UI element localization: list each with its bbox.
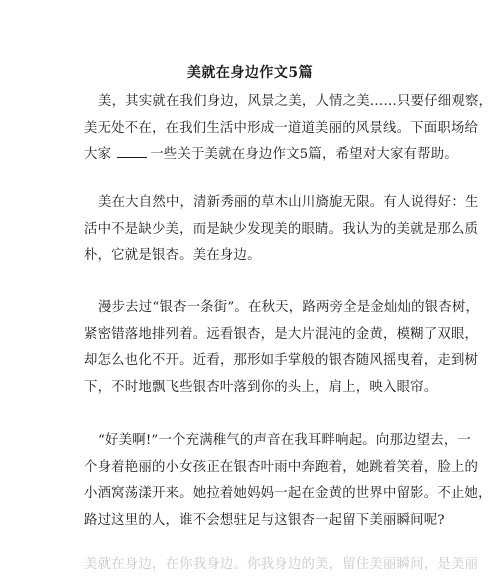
paragraph-4: [84, 428, 492, 534]
paragraph-4-line-1: “好美啊!”一个充满稚气的声音在我耳畔响起。向那边望去，一: [98, 433, 472, 448]
paragraph-4-line-4: 路过这里的人，谁不会想驻足与这银杏一起留下美丽瞬间呢?: [84, 512, 445, 528]
paragraph-4-line-2: 个身着艳丽的小女孩正在银杏叶雨中奔跑着，她跳着笑着，脸上的: [84, 459, 479, 475]
document-title: 美就在身边作文5篇: [186, 65, 314, 81]
paragraph-3-line-4: 下，不时地飘飞些银杏叶落到你的头上，肩上，映入眼帘。: [84, 379, 438, 395]
paragraph-1-line-2: 美无处不在，在我们生活中形成一道道美丽的风景线。下面职场给: [84, 120, 479, 136]
paragraph-2-line-1: 美在大自然中，清新秀丽的草木山川旖旎无限。有人说得好：生: [98, 195, 479, 210]
fill-in-blank: [117, 147, 147, 158]
paragraph-3-line-3: 却怎么也化不开。近看，那形如手掌般的银杏随风摇曳着，走到树: [84, 353, 479, 368]
paragraph-1-line-3-start: 大家: [84, 147, 112, 162]
paragraph-2: [84, 190, 479, 270]
paragraph-2-line-2: 活中不是缺少美，而是缺少发现美的眼睛。我认为的美就是那么质: [84, 221, 479, 237]
paragraph-1: [84, 89, 493, 169]
paragraph-2-line-3: 朴，它就是银杏。美在身边。: [84, 248, 261, 263]
faded-next-line: 美就在身边，在你我身边。你我身边的美，留住美丽瞬间，是美丽: [84, 557, 479, 572]
paragraph-3-line-2: 紧密错落地排列着。远看银杏，是大片混沌的金黄，模糊了双眼，: [84, 326, 479, 342]
paragraph-4-line-3: 小酒窝荡漾开来。她拉着她妈妈一起在金黄的世界中留影。不止她，: [84, 486, 492, 501]
paragraph-1-line-3: [84, 142, 458, 169]
paragraph-3: [84, 295, 480, 401]
paragraph-1-line-1: 美，其实就在我们身边，风景之美，人情之美……只要仔细观察，: [98, 94, 493, 109]
paragraph-1-line-3-end: 一些关于美就在身边作文5篇，希望对大家有帮助。: [150, 147, 458, 162]
paragraph-3-line-1: 漫步去过“银杏一条街”。在秋天，路两旁全是金灿灿的银杏树，: [98, 300, 480, 315]
